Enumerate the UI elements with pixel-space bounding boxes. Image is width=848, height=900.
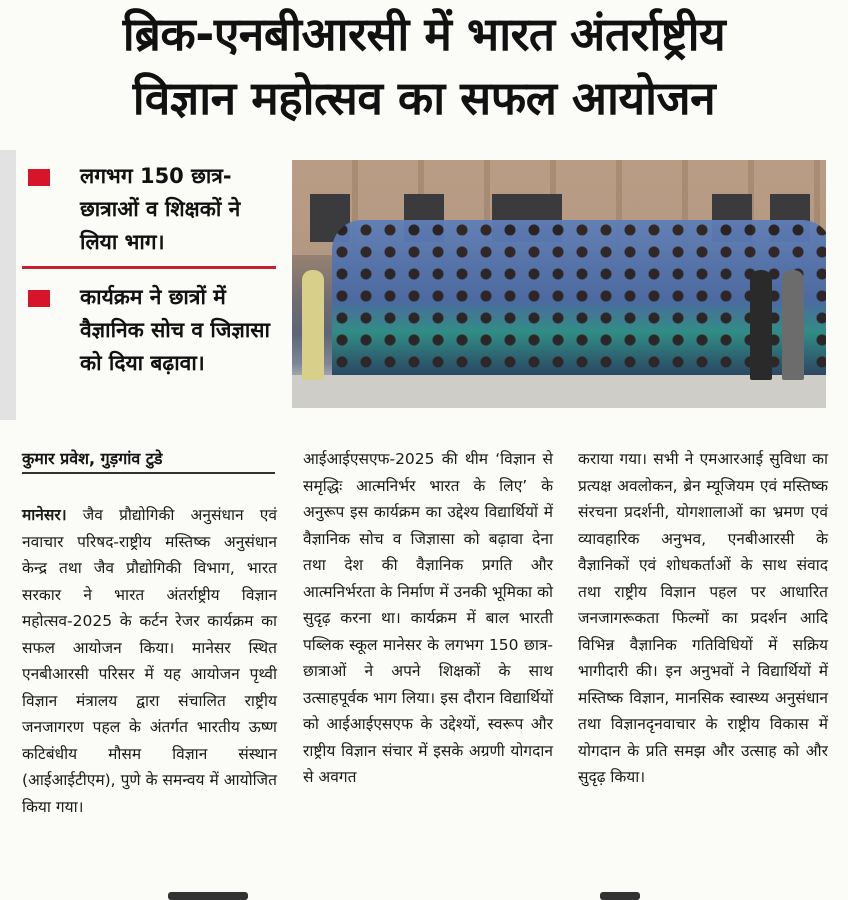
headline-line-2: विज्ञान महोत्सव का सफल आयोजन (132, 71, 716, 125)
byline: कुमार प्रवेश, गुड़गांव टुडे (22, 449, 163, 468)
article-text: आईआईएसएफ-2025 की थीम ‘विज्ञान से समृद्धिः आत्मनिर्भर भारत के लिए’ के अनुरूप इस कार्यक्रम का उद्देश्य विद्यार्थियों में वैज्ञानिक सोच व जिज्ञासा को बढ़ावा देना तथा देश की वैज्ञानिक प्रगति और आत्मनिर्भरता के निर्माण में उनकी भूमिका को सुदृढ़ करना था। कार्यक्रम में बाल भारती पब्लिक स्कूल मानेसर के लगभग 150 छात्र-छात्राओं ने अपने शिक्षकों के साथ उत्साहपूर्वक भाग लिया। इस दौरान विद्यार्थियों को आईआईएसएफ के उद्देश्यों, स्वरूप और राष्ट्रीय विज्ञान संचार में इसके अग्रणी योगदान से अवगत (303, 450, 553, 786)
cropped-text-fragment (600, 892, 640, 900)
headline-line-1: ब्रिक-एनबीआरसी में भारत अंतर्राष्ट्रीय (122, 7, 726, 61)
highlights-box (22, 160, 276, 380)
highlight-item (22, 281, 276, 380)
cropped-text-fragment (168, 892, 248, 900)
article-text: जैव प्रौद्योगिकी अनुसंधान एवं नवाचार परिषद-राष्ट्रीय मस्तिष्क अनुसंधान केन्द्र तथा जैव प्रौद्योगिकी विभाग, भारत सरकार ने भारत अंतर्राष्ट्रीय विज्ञान महोत्सव-2025 के कर्टन रेजर कार्यक्रम का सफल आयोजन किया। मानेसर स्थित एनबीआरसी परिसर में यह आयोजन पृथ्वी विज्ञान मंत्रालय द्वारा संचालित राष्ट्रीय जनजागरण पहल के अंतर्गत भारतीय ऊष्ण कटिबंधीय मौसम विज्ञान संस्थान (आईआईटीएम), पुणे के समन्वय में आयोजित किया गया। (22, 506, 277, 816)
dateline: मानेसर। (22, 506, 67, 524)
article-column-3 (578, 446, 828, 791)
red-square-bullet-icon (28, 169, 50, 186)
byline-rule (22, 472, 275, 474)
group-photo (292, 160, 826, 408)
article-column-2 (303, 446, 553, 791)
article-text: कराया गया। सभी ने एमआरआई सुविधा का प्रत्यक्ष अवलोकन, ब्रेन म्यूजियम एवं मस्तिष्क संरचना प्रदर्शनी, योगशालाओं का भ्रमण एवं व्यावहारिक अनुभव, एनबीआरसी के वैज्ञानिकों एवं शोधकर्ताओं के साथ संवाद तथा राष्ट्रीय विज्ञान पहल पर आधारित जनजागरूकता फिल्मों का प्रदर्शन आदि विभिन्न वैज्ञानिक गतिविधियों में सक्रिय भागीदारी की। इन अनुभवों ने विद्यार्थियों में मस्तिष्क विज्ञान, मानसिक स्वास्थ्य अनुसंधान तथा विज्ञानदृनवाचार के राष्ट्रीय विकास में योगदान के प्रति समझ और उत्साह को और सुदृढ़ किया। (578, 450, 828, 786)
divider (22, 266, 276, 269)
headline (0, 2, 848, 130)
left-margin-bar (0, 150, 16, 420)
article-column-1 (22, 502, 277, 820)
highlight-text: लगभग 150 छात्र-छात्राओं व शिक्षकों ने लिया भाग। (80, 164, 241, 254)
highlight-item (22, 160, 276, 266)
red-square-bullet-icon (28, 290, 50, 307)
highlight-text: कार्यक्रम ने छात्रों में वैज्ञानिक सोच व जिज्ञासा को दिया बढ़ावा। (80, 285, 270, 375)
